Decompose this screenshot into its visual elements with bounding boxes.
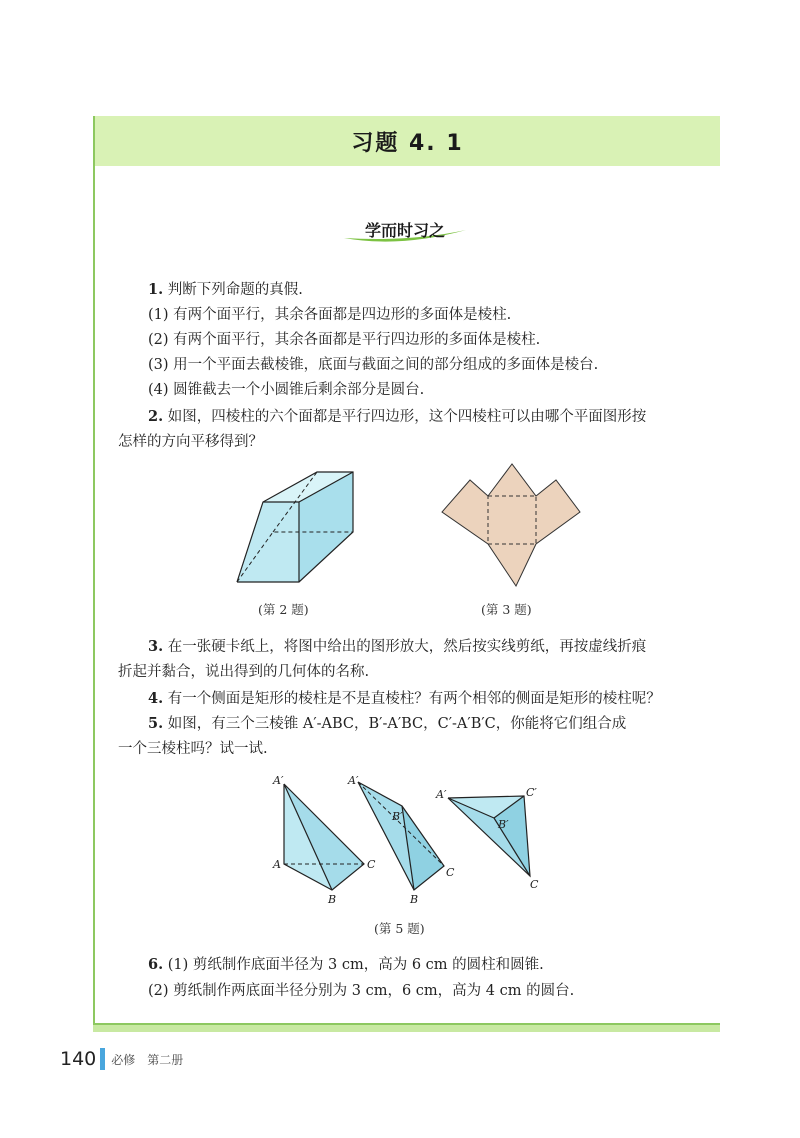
problem-4-text: 4. 有一个侧面是矩形的棱柱是不是直棱柱？有两个相邻的侧面是矩形的棱柱呢？ [148,690,661,707]
problem-5-text: 5. 如图，有三个三棱锥 A′-ABC，B′-A′BC，C′-A′B′C，你能将它们组合成 [148,715,627,732]
figure-5-t3-label-c: C [530,878,539,891]
page-number-marker [100,1048,105,1070]
problem-3-text: 3. 在一张硬卡纸上，将图中给出的图形放大，然后按实线剪纸，再按虚线折痕 [148,638,647,655]
figure-5-t1-label-c: C [367,858,376,871]
problem-6-statement-1: 6. (1) 剪纸制作底面半径为 3 cm，高为 6 cm 的圆柱和圆锥. [148,956,544,973]
problem-1-statement-1: (1) 有两个面平行，其余各面都是四边形的多面体是棱柱. [148,307,512,323]
figure-3-pyramid-net [440,462,585,590]
figure-5-t1-label-a: A [273,858,281,871]
page-bottom-bar [93,1023,720,1032]
figure-3-caption: (第 3 题) [481,602,532,617]
figure-5-t3-label-cp: C′ [526,786,537,799]
problem-6-statement-2: (2) 剪纸制作两底面半径分别为 3 cm，6 cm，高为 4 cm 的圆台. [148,983,575,999]
page-number: 140 [60,1048,97,1070]
problem-1-stem: 1. 判断下列命题的真假. [148,281,303,298]
problem-2-text-continued: 怎样的方向平移得到？ [118,434,263,450]
problem-2-text: 2. 如图，四棱柱的六个面都是平行四边形，这个四棱柱可以由哪个平面图形按 [148,408,647,425]
figure-5-t2-label-bp: B′ [392,810,403,823]
exercise-title-bar [95,116,720,166]
exercise-title: 习题 4. 1 [351,130,464,156]
figure-5-t3-label-bp: B′ [498,818,509,831]
page-frame-left-border [93,116,95,1032]
book-name: 必修 第二册 [111,1052,184,1067]
figure-2-parallelepiped [225,470,365,590]
section-heading [340,212,470,246]
figure-5-t2-label-c: C [446,866,455,879]
figure-5-three-pyramids [268,772,558,910]
problem-1-statement-2: (2) 有两个面平行，其余各面都是平行四边形的多面体是棱柱. [148,332,541,348]
problem-3-text-continued: 折起并黏合，说出得到的几何体的名称. [118,664,370,680]
figure-5-t1-label-apex: A′ [273,774,284,787]
figure-5-caption: (第 5 题) [374,921,425,936]
section-title: 学而时习之 [364,221,445,240]
problem-1-statement-3: (3) 用一个平面去截棱锥，底面与截面之间的部分组成的多面体是棱台. [148,357,599,373]
figure-2-caption: (第 2 题) [258,602,309,617]
page-footer [60,1048,183,1070]
figure-5-t3-label-a: A′ [436,788,447,801]
problem-5-text-continued: 一个三棱柱吗？试一试. [118,741,268,757]
figure-5-t2-label-apex: A′ [348,774,359,787]
figure-5-t1-label-b: B [328,893,337,906]
problem-1-statement-4: (4) 圆锥截去一个小圆锥后剩余部分是圆台. [148,382,425,398]
figure-5-t2-label-b: B [410,893,419,906]
